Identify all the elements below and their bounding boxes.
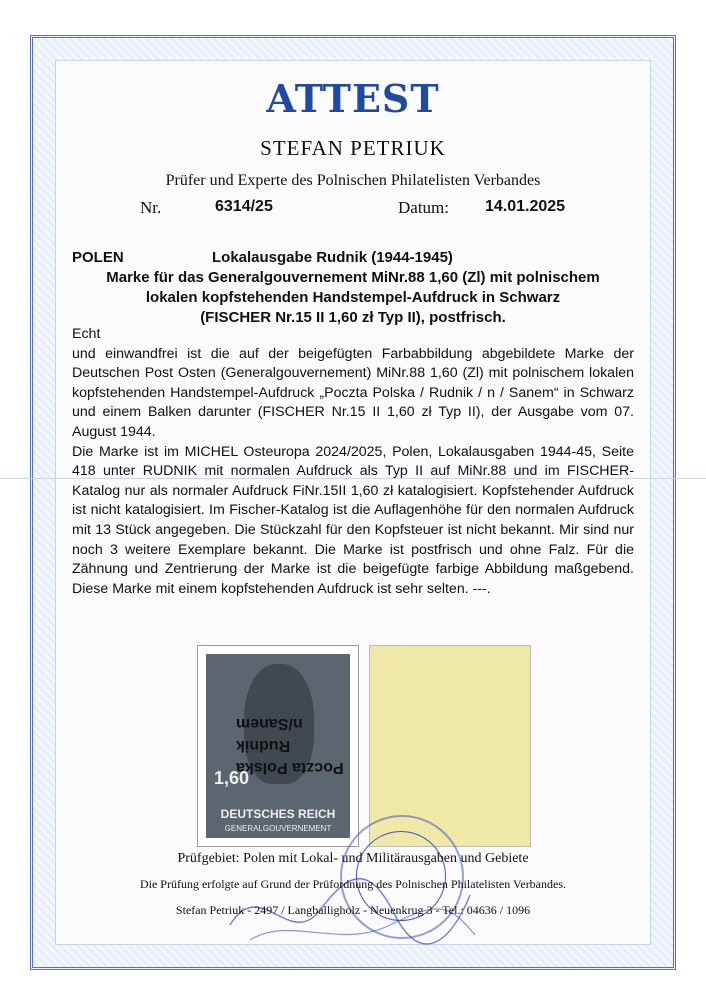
subject-line3: lokalen kopfstehenden Handstempel-Aufdruck in Schwarz [145, 289, 561, 306]
datum-value: 14.01.2025 [485, 198, 566, 215]
stamp-front-image [197, 645, 359, 847]
pruefung-note: Die Prüfung erfolgte auf Grund der Prüfordnung des Polnischen Philatelisten Verbandes. [139, 877, 567, 891]
stamp-subtext: GENERALGOUVERNEMENT [224, 824, 332, 833]
attest-title: ATTEST [266, 76, 440, 121]
pruefgebiet: Prüfgebiet: Polen mit Lokal- und Militärausgaben und Gebiete [177, 851, 529, 866]
body-echt: Echt [72, 326, 101, 342]
subject-issue: Lokalausgabe Rudnik (1944-1945) [212, 249, 453, 266]
body-paragraph-1: und einwandfrei ist die auf der beigefügten Farbabbildung abgebildete Marke der Deutschen Post Osten (Generalgouvernement) MiNr.88 1,60 (Zl) mit polnischem lokalen kopfstehenden Handstempel-Aufdruck „Poczta Polska / Rudnik / n / Sanem“ in Schwarz und einem Balken darunter (FISCHER Nr.15 II 1,60 zł Typ II), der Ausgabe vom 07. August 1944. [72, 345, 634, 440]
examiner-role: Prüfer und Experte des Polnischen Philatelisten Verbandes [165, 172, 541, 189]
nr-value: 6314/25 [215, 198, 273, 215]
certificate-body [72, 325, 634, 599]
subject-line4: (FISCHER Nr.15 II 1,60 zł Typ II), postfrisch. [200, 309, 506, 326]
stamp-country: DEUTSCHES REICH [220, 807, 336, 821]
examiner-address: Stefan Petriuk - 2497 / Langballigholz - Neuenkrug 3 - Tel.: 04636 / 1096 [175, 903, 531, 917]
overprint-line-2: Rudnik [236, 737, 291, 754]
datum-label: Datum: [398, 198, 449, 217]
stamp-value: 1,60 [214, 768, 250, 788]
overprint-line-3: n/Sanem [236, 715, 303, 732]
subject-country: POLEN [72, 249, 124, 266]
nr-label: Nr. [140, 198, 162, 217]
stamp-portrait [206, 654, 350, 838]
body-paragraph-2: Die Marke ist im MICHEL Osteuropa 2024/2025, Polen, Lokalausgaben 1944-45, Seite 418 unter RUDNIK mit normalen Aufdruck als Typ II auf MiNr.88 und im FISCHER-Katalog nur als normaler Aufdruck FiNr.15II 1,60 zł katalogisiert. Kopfstehender Aufdruck ist nicht katalogisiert. Im Fischer-Katalog ist die Auflagenhöhe für den normalen Aufdruck mit 13 Stück angegeben. Die Stückzahl für den Kopfsteuer ist nicht bekannt. Mir sind nur noch 3 weitere Exemplare bekannt. Die Marke ist postfrisch und ohne Falz. Für die Zähnung und Zentrierung der Marke ist die beigefügte farbige Abbildung maßgebend. Diese Marke mit einem kopfstehenden Aufdruck ist sehr selten. ---. [72, 443, 634, 597]
overprint-line-1: Poczta Polska [236, 759, 344, 776]
examiner-name: STEFAN PETRIUK [260, 136, 446, 160]
subject-line2: Marke für das Generalgouvernement MiNr.88 1,60 (Zl) mit polnischem [106, 269, 600, 286]
